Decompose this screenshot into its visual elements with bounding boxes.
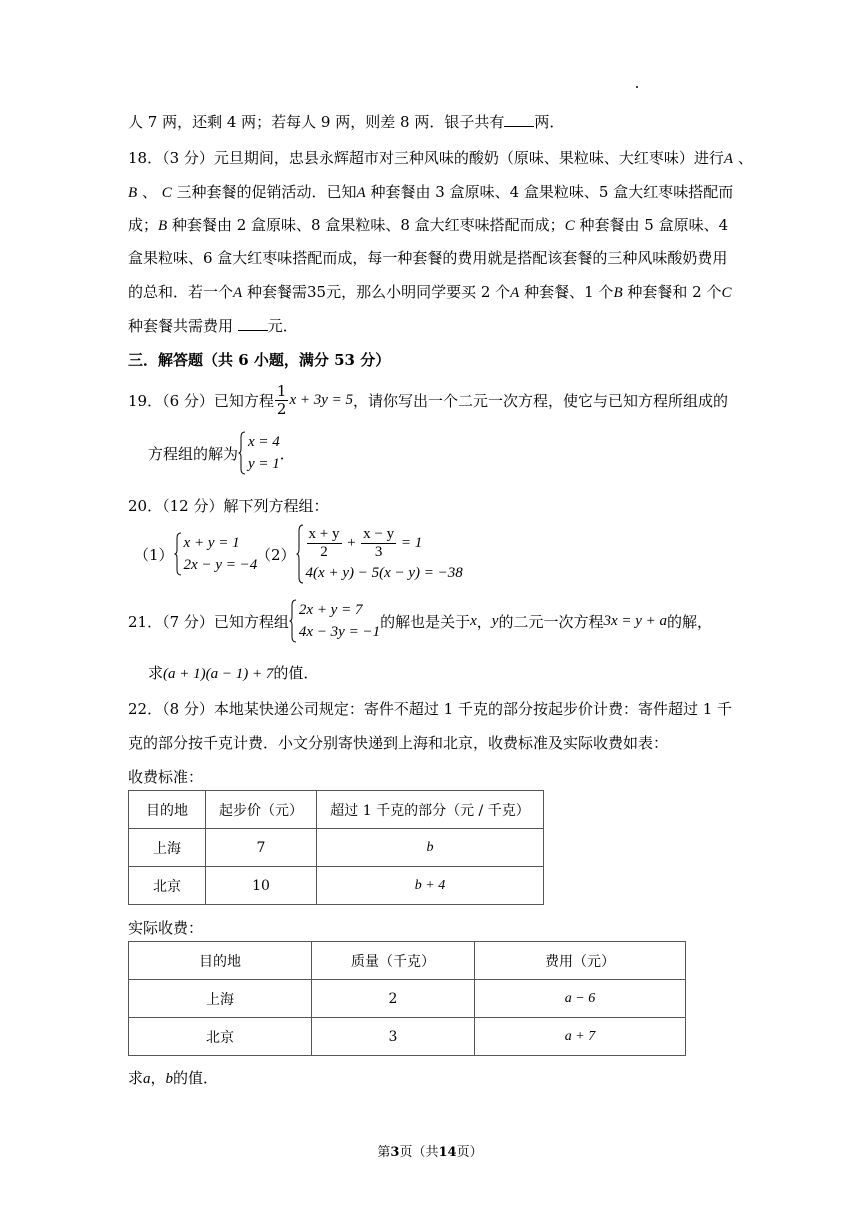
equation: 4x − 3y = −1 (298, 624, 381, 640)
q20-part2 (256, 522, 463, 586)
var-c: C (161, 185, 172, 201)
q22-text: 的值． (173, 1069, 219, 1087)
price-35: 35 (306, 283, 327, 301)
q21-text: 的解， (667, 612, 713, 631)
table-row (129, 1018, 686, 1056)
solution-system (238, 431, 280, 475)
solution-y: y = 1 (248, 456, 280, 472)
section-title: 三．解答题（共 6 小题，满分 53 分） (128, 351, 391, 369)
q18-line5 (128, 282, 732, 303)
equation: 2x + y = 7 (298, 602, 363, 618)
equation: 2x − y = −4 (183, 557, 258, 573)
q18-text: 种套餐由 2 盒原味、8 盒果粒味、8 盒大红枣味搭配而成； (171, 216, 565, 234)
fraction-half (275, 383, 289, 418)
q18-text: 元，那么小明同学要买 2 个 (326, 283, 511, 301)
q19-text: 方程组的解为 (148, 444, 239, 463)
frac-num: x − y (363, 526, 395, 543)
var-a: A (356, 185, 366, 201)
footer-text: 页） (456, 1145, 483, 1160)
brace-icon (174, 532, 182, 576)
q17-blank[interactable] (504, 112, 534, 127)
q22-line2: 克的部分按千克计费．小文分别寄快递到上海和北京，收费标准及实际收费如表： (128, 734, 669, 752)
q20-title: 20．（12 分）解下列方程组： (128, 497, 329, 515)
frac-den: 2 (320, 544, 328, 561)
table-cell: 3 (312, 1018, 475, 1056)
frac-num: 1 (276, 381, 287, 400)
var-x: x (470, 612, 477, 629)
total-pages: 14 (438, 1145, 457, 1160)
plus: + (346, 535, 357, 551)
q21-line2 (148, 663, 318, 684)
table-row (129, 867, 544, 905)
table-cell: 10 (206, 867, 317, 905)
page-number: 3 (390, 1145, 400, 1160)
table-row (129, 980, 686, 1018)
table-cell: 7 (206, 829, 317, 867)
var-b: B (128, 185, 138, 201)
brace-icon (289, 599, 297, 643)
q18-text: 的总和．若一个 (128, 283, 234, 301)
actual-fee-label: 实际收费： (128, 919, 204, 937)
q18-text: 种套餐共需费用 (128, 317, 234, 335)
q19-text: 19．（6 分）已知方程 (128, 391, 274, 410)
q21-text: 求 (148, 664, 164, 682)
q18-line4 (128, 248, 727, 268)
table-cell: b + 4 (317, 867, 544, 905)
table-cell: 上海 (129, 829, 206, 867)
table-header: 目的地 (129, 942, 312, 980)
part-label: （2） (256, 545, 296, 564)
equation-system-3 (289, 599, 380, 643)
table-cell: a − 6 (475, 980, 686, 1018)
q19-line1 (128, 380, 728, 420)
q18-line2: B 、 C 三种套餐的促销活动．已知A 种套餐由 3 盒原味、4 盒果粒味、5 盒大红枣味搭配而 (128, 183, 734, 201)
q18-text: 种套餐、1 个 (524, 283, 614, 301)
equation: x + 3y = 5 (289, 391, 354, 408)
page-footer (0, 1141, 860, 1160)
fee-standard-label: 收费标准： (128, 768, 204, 786)
q20-part1 (134, 530, 257, 578)
var-c: C (721, 285, 732, 301)
q21-text: 的值． (273, 664, 319, 682)
q21-text: 的二元一次方程 (498, 612, 604, 631)
q22-final (128, 1068, 218, 1089)
equation-system-2 (296, 524, 463, 584)
table-cell: 2 (312, 980, 475, 1018)
table-cell: 北京 (129, 867, 206, 905)
var-b: b (165, 1071, 174, 1087)
q18-text: 三种套餐的促销活动．已知 (176, 183, 357, 201)
table-cell: 北京 (129, 1018, 312, 1056)
table-header-row (129, 791, 544, 829)
q18-text: 盒果粒味、6 盒大红枣味搭配而成，每一种套餐的费用就是搭配该套餐的三种风味酸奶费用 (128, 249, 728, 267)
var-b: B (613, 285, 623, 301)
scan-dot (636, 86, 638, 88)
table-cell: b (317, 829, 544, 867)
frac-den: 2 (276, 399, 287, 418)
actual-fee-table (128, 941, 686, 1056)
brace-icon (296, 524, 304, 584)
var-y: y (491, 612, 499, 629)
q21-text: 21．（7 分）已知方程组 (128, 612, 289, 631)
var-c: C (564, 218, 575, 234)
comma: ， (476, 612, 492, 631)
table-header: 起步价（元） (206, 791, 317, 829)
table-header: 质量（千克） (312, 942, 475, 980)
equation-system-1 (174, 532, 258, 576)
table-row (129, 829, 544, 867)
q18-line1: 18．（3 分）元旦期间，忠县永辉超市对三种风味的酸奶（原味、果粒味、大红枣味）进行A 、 (128, 149, 753, 167)
footer-text: 第 (377, 1145, 391, 1160)
var-a: A (723, 151, 734, 167)
brace-icon (238, 431, 246, 475)
table-header: 目的地 (129, 791, 206, 829)
table-header-row (129, 942, 686, 980)
q18-blank[interactable] (238, 316, 268, 331)
q17-text: 人 7 两，还剩 4 两；若每人 9 两，则差 8 两．银子共有 (128, 113, 505, 131)
frac-den: 3 (374, 544, 383, 561)
table-header: 超过 1 千克的部分（元 / 千克） (317, 791, 544, 829)
comma: ， (150, 1069, 166, 1087)
expression: (a + 1)(a − 1) + 7 (163, 666, 274, 682)
frac-num: x + y (308, 526, 340, 543)
q18-text: 18．（3 分）元旦期间，忠县永辉超市对三种风味的酸奶（原味、果粒味、大红枣味）进行 (128, 149, 724, 167)
q18-text: 种套餐需 (246, 283, 307, 301)
table-header: 费用（元） (475, 942, 686, 980)
equation: x + y = 1 (183, 535, 240, 551)
table-cell: 上海 (129, 980, 312, 1018)
q18-text: 种套餐和 2 个 (627, 283, 722, 301)
q21-text: 的解也是关于 (380, 612, 471, 631)
rhs: = 1 (400, 535, 423, 551)
q19-text: ，请你写出一个二元一次方程，使它与已知方程所组成的 (353, 391, 729, 410)
q21-line1 (128, 598, 712, 644)
fraction (307, 526, 342, 561)
var-a: a (143, 1071, 151, 1087)
solution-x: x = 4 (248, 434, 280, 450)
table-cell: a + 7 (475, 1018, 686, 1056)
var-a: A (510, 285, 520, 301)
equation: 3x = y + a (603, 612, 668, 629)
q17-continuation (128, 112, 564, 132)
q19-text: ． (279, 444, 295, 463)
var-a: A (233, 285, 243, 301)
q18-line3 (128, 215, 728, 236)
equation: 4(x + y) − 5(x − y) = −38 (305, 565, 463, 581)
footer-text: 页（共 (399, 1145, 439, 1160)
equation-frac-row (306, 524, 463, 562)
fraction (361, 526, 396, 561)
q18-text: 元． (267, 317, 298, 335)
part-label: （1） (134, 545, 174, 564)
q19-line2 (148, 430, 295, 476)
q18-line6 (128, 316, 298, 336)
q18-text: 种套餐由 3 盒原味、4 盒果粒味、5 盒大红枣味搭配而 (370, 183, 734, 201)
q22-line1: 22．（8 分）本地某快递公司规定：寄件不超过 1 千克的部分按起步价计费：寄件超过 1 千 (128, 700, 733, 718)
q22-text: 求 (128, 1069, 144, 1087)
q18-text: 种套餐由 5 盒原味、4 (579, 216, 729, 234)
var-b: B (158, 218, 168, 234)
q18-text: 成； (128, 216, 159, 234)
q17-text-end: 两． (534, 113, 565, 131)
fee-standard-table (128, 790, 544, 905)
